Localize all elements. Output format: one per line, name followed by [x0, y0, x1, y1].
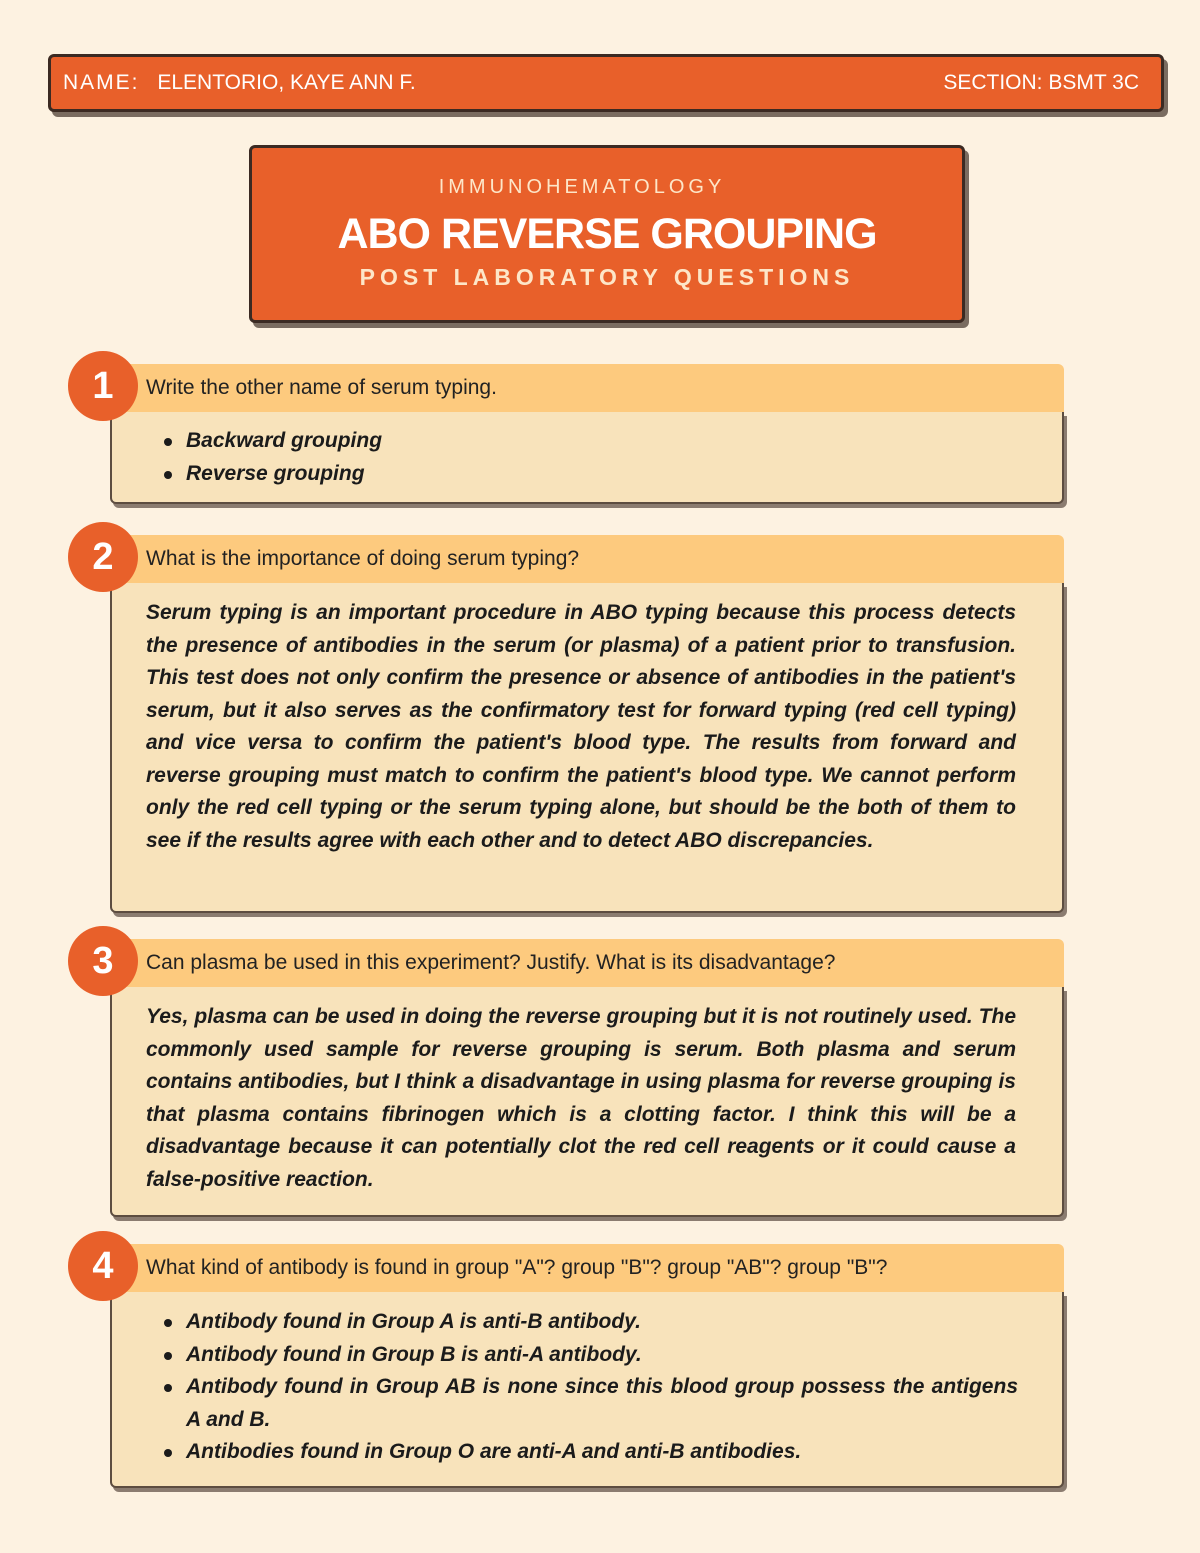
question-header: [110, 939, 1064, 987]
subject-title: IMMUNOHEMATOLOGY: [438, 176, 726, 198]
title-box: [249, 145, 965, 323]
answer-item: Antibodies found in Group O are anti-A and anti-B antibodies.: [162, 1436, 1062, 1469]
question-text: What is the importance of doing serum typing?: [146, 547, 580, 570]
page-title: ABO REVERSE GROUPING: [337, 210, 877, 258]
answer-item: Backward grouping: [162, 425, 1062, 458]
question-header: [110, 364, 1064, 412]
question-number-badge: 3: [68, 926, 138, 996]
name-label: NAME:: [63, 71, 140, 94]
answer-box: [110, 412, 1064, 504]
question-number-badge: 4: [68, 1231, 138, 1301]
answer-box: [110, 1292, 1064, 1488]
answer-item: Reverse grouping: [162, 458, 1062, 491]
answer-box: [110, 987, 1064, 1217]
question-header: [110, 1244, 1064, 1292]
name-bar: [48, 54, 1164, 112]
answer-list: [112, 412, 1062, 490]
question-number-badge: 1: [68, 351, 138, 421]
answer-item: Antibody found in Group B is anti-A antibody.: [162, 1339, 1062, 1372]
answer-box: [110, 583, 1064, 913]
question-header: [110, 535, 1064, 583]
question-number-badge: 2: [68, 522, 138, 592]
answer-paragraph: Serum typing is an important procedure in ABO typing because this process detects the presence of antibodies in the serum (or plasma) of a patient prior to transfusion. This test does not only confirm the presence or absence of antibodies in the patient's serum, but it also serves as the confirmatory test for forward typing (red cell typing) and vice versa to confirm the patient's blood type. The results from forward and reverse grouping must match to confirm the patient's blood type. We cannot perform only the red cell typing or the serum typing alone, but should be the both of them to see if the results agree with each other and to detect ABO discrepancies.: [146, 601, 1016, 852]
question-text: Write the other name of serum typing.: [146, 376, 497, 399]
section-value: SECTION: BSMT 3C: [943, 71, 1139, 94]
name-value: ELENTORIO, KAYE ANN F.: [157, 71, 416, 94]
answer-item: Antibody found in Group A is anti-B antibody.: [162, 1306, 1062, 1339]
answer-list: [112, 1292, 1062, 1469]
answer-item: Antibody found in Group AB is none since this blood group possess the antigens A and B.: [162, 1371, 1062, 1436]
page-subtitle: POST LABORATORY QUESTIONS: [359, 264, 855, 290]
question-text: Can plasma be used in this experiment? Justify. What is its disadvantage?: [146, 951, 836, 974]
question-text: What kind of antibody is found in group "A"? group "B"? group "AB"? group "B"?: [146, 1256, 888, 1279]
name-group: [63, 71, 416, 95]
answer-paragraph: Yes, plasma can be used in doing the reverse grouping but it is not routinely used. The commonly used sample for reverse grouping is serum. Both plasma and serum contains antibodies, but I think a disadvantage in using plasma for reverse grouping is that plasma contains fibrinogen which is a clotting factor. I think this will be a disadvantage because it can potentially clot the red cell reagents or it could cause a false-positive reaction.: [146, 1005, 1016, 1191]
